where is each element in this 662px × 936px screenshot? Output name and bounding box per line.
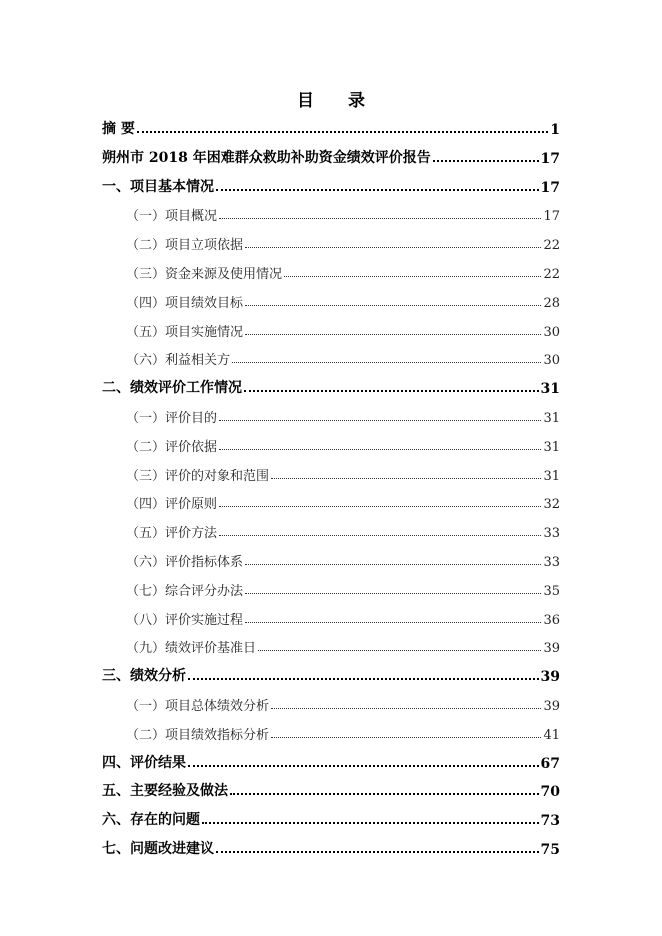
dot-leader: [245, 305, 541, 306]
toc-entry-page: 75: [540, 842, 560, 858]
dot-leader: [271, 708, 541, 709]
toc-entry-page: 73: [540, 813, 560, 830]
toc-entry[interactable]: [102, 172, 560, 196]
toc-entry-label: （四）项目绩效目标: [126, 295, 244, 311]
dot-leader: [284, 276, 541, 277]
toc-entry-page: 17: [543, 209, 560, 225]
toc-entry-page: 39: [543, 699, 560, 714]
toc-entry[interactable]: [126, 460, 560, 484]
toc-entry[interactable]: [102, 373, 560, 397]
toc-entry-label: （二）项目立项依据: [126, 238, 244, 254]
toc-entry-label: 三、绩效分析: [102, 668, 186, 685]
toc-entry-page: 30: [543, 353, 560, 369]
toc-entry-label: 六、存在的问题: [102, 812, 200, 829]
dot-leader: [188, 678, 539, 680]
toc-entry-page: 33: [543, 555, 560, 570]
dot-leader: [216, 189, 539, 191]
toc-entry-page: 1: [550, 122, 560, 138]
toc-entry-label: （一）项目总体绩效分析: [126, 699, 270, 714]
toc-entry[interactable]: [126, 546, 560, 570]
toc-entry-label: （二）项目绩效指标分析: [126, 727, 270, 743]
toc-entry-page: 39: [540, 669, 560, 686]
dot-leader: [137, 131, 548, 133]
toc-entry-page: 67: [540, 755, 560, 772]
dot-leader: [244, 390, 539, 392]
dot-leader: [219, 506, 541, 507]
dot-leader: [245, 593, 541, 594]
toc-entry[interactable]: [126, 287, 560, 311]
toc-entry[interactable]: [126, 488, 560, 512]
toc-entry-page: 70: [540, 784, 560, 801]
dot-leader: [245, 334, 541, 335]
toc-entry-label: 五、主要经验及做法: [102, 783, 228, 800]
toc-entry-page: 17: [540, 179, 560, 196]
toc-entry-page: 31: [543, 468, 560, 484]
toc-entry-label: 二、绩效评价工作情况: [102, 380, 242, 397]
page-title: 目 录: [297, 91, 379, 111]
toc-entry[interactable]: [126, 690, 560, 714]
toc-entry-label: （一）评价目的: [126, 411, 218, 426]
dot-leader: [216, 851, 539, 853]
toc-entry-label: （二）评价依据: [126, 439, 218, 455]
toc-entry-label: （四）评价原则: [126, 497, 218, 513]
toc-entry-page: 22: [543, 267, 560, 282]
toc-entry-page: 30: [543, 324, 560, 340]
toc-entry-label: （三）评价的对象和范围: [126, 468, 270, 484]
toc-entry[interactable]: [126, 258, 560, 282]
toc-entry-label: 朔州市 2018 年困难群众救助补助资金绩效评价报告: [102, 149, 431, 166]
toc-entry-page: 17: [540, 150, 560, 167]
toc-entry-page: 41: [543, 727, 560, 743]
toc-entry[interactable]: [126, 229, 560, 253]
dot-leader: [245, 622, 541, 623]
toc-entry-label: （三）资金来源及使用情况: [126, 267, 283, 282]
toc-entry-page: 31: [540, 381, 560, 398]
dot-leader: [271, 737, 541, 738]
dot-leader: [188, 765, 539, 767]
toc-entry[interactable]: [102, 834, 560, 858]
dot-leader: [219, 420, 541, 421]
toc-entry-page: 22: [543, 238, 560, 254]
toc-entry-page: 35: [543, 583, 560, 599]
toc-entry-label: （六）评价指标体系: [126, 555, 244, 570]
toc-entry[interactable]: [102, 114, 560, 138]
toc-entry-label: （六）利益相关方: [126, 353, 231, 369]
toc-entry[interactable]: [126, 604, 560, 628]
dot-leader: [433, 160, 539, 162]
dot-leader: [219, 449, 541, 450]
toc-entry[interactable]: [126, 402, 560, 426]
toc-entry-page: 39: [543, 641, 560, 657]
toc-entry[interactable]: [126, 575, 560, 599]
toc-entry-label: 一、项目基本情况: [102, 178, 214, 195]
dot-leader: [219, 535, 541, 536]
toc-entry[interactable]: [102, 805, 560, 829]
toc-entry-page: 32: [543, 497, 560, 513]
dot-leader: [232, 362, 541, 363]
toc-entry-label: （五）评价方法: [126, 526, 218, 542]
dot-leader: [245, 247, 541, 248]
toc-entry-page: 28: [543, 295, 560, 311]
toc-entry-label: （七）综合评分办法: [126, 583, 244, 599]
toc-entry-label: （八）评价实施过程: [126, 612, 244, 628]
toc-entry-page: 31: [543, 411, 560, 426]
toc-entry[interactable]: [126, 431, 560, 455]
toc-entry[interactable]: [126, 316, 560, 340]
toc-entry[interactable]: [126, 200, 560, 224]
dot-leader: [271, 478, 541, 479]
dot-leader: [219, 218, 541, 219]
toc-entry-label: 七、问题改进建议: [102, 841, 214, 857]
toc-entry-page: 31: [543, 439, 560, 455]
toc-entry-label: 摘 要: [102, 121, 135, 137]
toc-entry[interactable]: [102, 776, 560, 800]
toc-entry[interactable]: [126, 719, 560, 743]
toc-entry-label: （九）绩效评价基准日: [126, 641, 257, 657]
dot-leader: [202, 822, 539, 824]
toc-entry-page: 33: [543, 526, 560, 542]
toc-entry[interactable]: [126, 344, 560, 368]
dot-leader: [245, 564, 541, 565]
toc-entry-page: 36: [543, 612, 560, 628]
toc-entry[interactable]: [126, 632, 560, 656]
toc-entry-label: 四、评价结果: [102, 754, 186, 771]
toc-entry[interactable]: [126, 517, 560, 541]
toc-entry[interactable]: [102, 748, 560, 772]
dot-leader: [230, 793, 539, 795]
toc-entry-label: （一）项目概况: [126, 209, 218, 225]
toc-entry[interactable]: [102, 661, 560, 685]
toc-entry-label: （五）项目实施情况: [126, 324, 244, 340]
toc-entry[interactable]: [102, 143, 560, 167]
dot-leader: [258, 650, 541, 651]
